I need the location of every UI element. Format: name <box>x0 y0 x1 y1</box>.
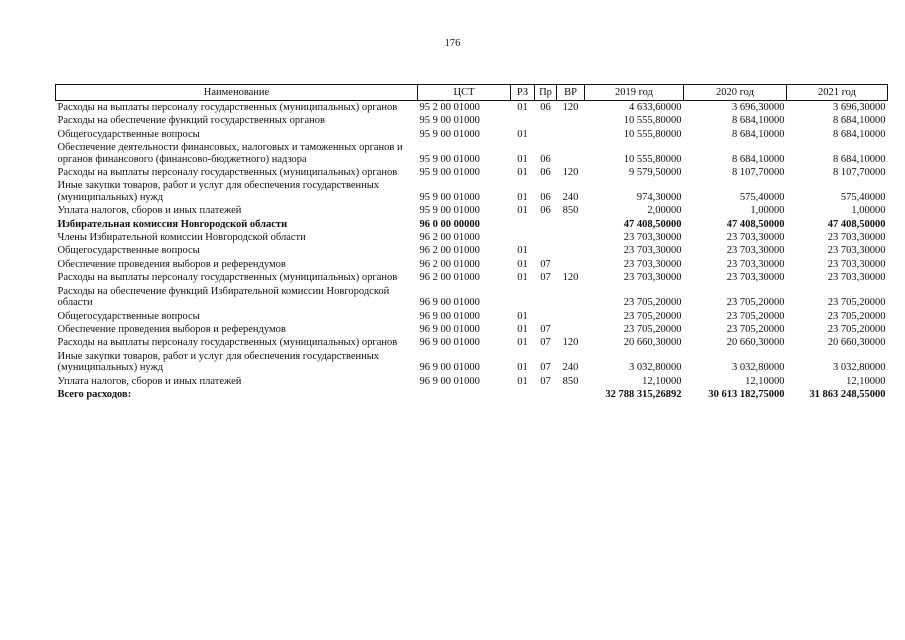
cell-name: Расходы на выплаты персоналу государственных (муниципальных) органов <box>57 167 398 179</box>
table-row <box>56 336 888 349</box>
cell-2021: 1,00000 <box>851 205 886 217</box>
cell-name: Уплата налогов, сборов и иных платежей <box>57 205 242 217</box>
cell-pr: 07 <box>540 258 551 270</box>
cell-cst: 95 9 00 01000 <box>419 191 480 203</box>
cell-rz: 01 <box>517 153 528 165</box>
cell-rz: 01 <box>517 272 528 284</box>
cell-pr: 07 <box>540 272 551 284</box>
cell-2021: 3 032,80000 <box>833 362 886 374</box>
cell-cst: 96 9 00 01000 <box>419 375 480 387</box>
cell-2019: 23 705,20000 <box>623 297 682 309</box>
cell-2021: 23 705,20000 <box>827 323 886 335</box>
cell-rz: 01 <box>517 323 528 335</box>
cell-2019: 10 555,80000 <box>623 153 682 165</box>
header-pr: Пр <box>535 85 557 101</box>
cell-pr <box>535 114 557 127</box>
table-row <box>56 166 888 179</box>
cell-vr: 120 <box>562 337 579 349</box>
cell-pr <box>535 244 557 257</box>
table-row <box>56 204 888 217</box>
cell-rz <box>511 114 535 127</box>
cell-pr <box>535 218 557 231</box>
cell-2020: 3 032,80000 <box>732 362 785 374</box>
cell-cst: 96 9 00 01000 <box>419 323 480 335</box>
cell-cst: 96 2 00 01000 <box>419 232 480 244</box>
cell-rz: 01 <box>517 102 528 113</box>
cell-rz: 01 <box>517 375 528 387</box>
cell-name: Расходы на выплаты персоналу государственных (муниципальных) органов <box>57 337 398 349</box>
cell-2020: 1,00000 <box>750 205 785 217</box>
cell-2019: 23 703,30000 <box>623 232 682 244</box>
page-number: 176 <box>444 38 461 49</box>
cell-vr <box>557 258 585 271</box>
cell-rz: 01 <box>517 310 528 322</box>
cell-2021: 23 703,30000 <box>827 272 886 284</box>
cell-2019: 23 705,20000 <box>623 323 682 335</box>
cell-vr <box>557 323 585 336</box>
cell-2021: 23 705,20000 <box>827 310 886 322</box>
cell-rz: 01 <box>517 128 528 140</box>
cell-2021: 12,10000 <box>846 375 886 387</box>
table-row <box>56 350 888 375</box>
cell-2021: 23 703,30000 <box>827 232 886 244</box>
cell-rz: 01 <box>517 245 528 257</box>
cell-pr <box>535 128 557 141</box>
cell-rz: 01 <box>517 167 528 179</box>
cell-2020: 8 107,70000 <box>732 167 785 179</box>
table-row <box>56 128 888 141</box>
cell-name: Общегосударственные вопросы <box>57 245 200 257</box>
cell-cst: 96 9 00 01000 <box>419 297 480 309</box>
cell-2019: 10 555,80000 <box>623 128 682 140</box>
cell-cst: 96 0 00 00000 <box>419 218 480 230</box>
table-row <box>56 179 888 204</box>
cell-name: Иные закупки товаров, работ и услуг для обеспечения государственных (муниципальных) нужд <box>57 180 380 203</box>
cell-vr <box>557 244 585 257</box>
cell-name: Обеспечение деятельности финансовых, налоговых и таможенных органов и органов финансового (финансово-бюджетного) надзора <box>57 142 403 165</box>
cell-2019: 23 703,30000 <box>623 245 682 257</box>
cell-name: Расходы на обеспечение функций Избирательной комиссии Новгородской области <box>57 285 390 309</box>
cell-2021: 47 408,50000 <box>827 218 886 230</box>
cell-2021: 575,40000 <box>840 191 886 203</box>
table-row <box>56 231 888 244</box>
table-row <box>56 101 888 115</box>
cell-2020: 8 684,10000 <box>732 128 785 140</box>
table-row <box>56 114 888 127</box>
cell-2019: 12,10000 <box>642 375 682 387</box>
cell-2021: 23 705,20000 <box>827 297 886 309</box>
cell-rz: 01 <box>517 337 528 349</box>
cell-2021: 23 703,30000 <box>827 245 886 257</box>
table-row <box>56 258 888 271</box>
cell-2020: 23 705,20000 <box>726 323 785 335</box>
cell-2019: 47 408,50000 <box>623 218 682 230</box>
header-2020: 2020 год <box>684 85 787 101</box>
cell-pr <box>535 231 557 244</box>
budget-table <box>55 84 888 401</box>
cell-vr <box>557 114 585 127</box>
cell-cst: 95 9 00 01000 <box>419 205 480 217</box>
table-row <box>56 388 888 401</box>
header-name: Наименование <box>56 85 418 101</box>
cell-vr <box>557 218 585 231</box>
cell-pr <box>535 388 557 401</box>
cell-2020: 23 703,30000 <box>726 258 785 270</box>
cell-pr: 07 <box>540 323 551 335</box>
cell-2020: 23 705,20000 <box>726 310 785 322</box>
cell-cst: 95 9 00 01000 <box>419 167 480 179</box>
cell-cst: 96 9 00 01000 <box>419 362 480 374</box>
cell-rz: 01 <box>517 258 528 270</box>
cell-cst: 96 9 00 01000 <box>419 310 480 322</box>
cell-2021: 8 684,10000 <box>833 153 886 165</box>
cell-2019: 23 703,30000 <box>623 272 682 284</box>
cell-name: Расходы на выплаты персоналу государственных (муниципальных) органов <box>57 272 398 284</box>
cell-vr: 850 <box>562 375 579 387</box>
cell-cst: 95 9 00 01000 <box>419 115 480 127</box>
cell-2019: 9 579,50000 <box>629 167 682 179</box>
table-row <box>56 244 888 257</box>
cell-pr: 06 <box>540 167 551 179</box>
cell-2021: 8 684,10000 <box>833 128 886 140</box>
cell-name: Всего расходов: <box>57 388 132 400</box>
cell-name: Члены Избирательной комиссии Новгородской области <box>57 232 306 244</box>
cell-2020: 3 696,30000 <box>732 102 785 113</box>
cell-pr: 07 <box>540 375 551 387</box>
cell-2019: 20 660,30000 <box>623 337 682 349</box>
cell-name: Иные закупки товаров, работ и услуг для обеспечения государственных (муниципальных) нужд <box>57 350 380 374</box>
header-2019: 2019 год <box>585 85 684 101</box>
cell-2020: 8 684,10000 <box>732 115 785 127</box>
cell-2019: 4 633,60000 <box>629 102 682 113</box>
cell-cst: 96 9 00 01000 <box>419 337 480 349</box>
cell-2019: 974,30000 <box>636 191 682 203</box>
cell-2019: 32 788 315,26892 <box>605 388 682 400</box>
cell-vr <box>557 128 585 141</box>
table-row <box>56 141 888 166</box>
cell-cst: 96 2 00 01000 <box>419 272 480 284</box>
cell-name: Обеспечение проведения выборов и референдумов <box>57 258 286 270</box>
table-row <box>56 271 888 284</box>
table-body <box>56 101 888 402</box>
cell-2019: 2,00000 <box>647 205 682 217</box>
cell-pr: 06 <box>540 205 551 217</box>
cell-2019: 23 703,30000 <box>623 258 682 270</box>
cell-2020: 23 703,30000 <box>726 272 785 284</box>
cell-vr <box>557 310 585 323</box>
cell-2021: 20 660,30000 <box>827 337 886 349</box>
cell-2020: 575,40000 <box>739 191 785 203</box>
cell-rz: 01 <box>517 362 528 374</box>
cell-2021: 23 703,30000 <box>827 258 886 270</box>
cell-name: Уплата налогов, сборов и иных платежей <box>57 375 242 387</box>
cell-2019: 23 705,20000 <box>623 310 682 322</box>
cell-2020: 23 703,30000 <box>726 245 785 257</box>
cell-pr: 06 <box>540 153 551 165</box>
cell-vr <box>557 388 585 401</box>
header-vr: ВР <box>557 85 585 101</box>
table-row <box>56 218 888 231</box>
cell-name: Расходы на выплаты персоналу государственных (муниципальных) органов <box>57 102 398 113</box>
cell-cst: 95 2 00 01000 <box>419 102 480 113</box>
cell-vr <box>557 141 585 166</box>
cell-rz <box>511 218 535 231</box>
cell-vr: 240 <box>562 362 579 374</box>
header-cst: ЦСТ <box>418 85 511 101</box>
cell-2021: 31 863 248,55000 <box>809 388 886 400</box>
cell-pr: 06 <box>540 191 551 203</box>
cell-name: Расходы на обеспечение функций государственных органов <box>57 115 325 127</box>
cell-pr: 06 <box>540 102 551 113</box>
cell-name: Обеспечение проведения выборов и референдумов <box>57 323 286 335</box>
table-row <box>56 323 888 336</box>
cell-rz <box>511 231 535 244</box>
cell-name: Избирательная комиссия Новгородской области <box>57 218 288 230</box>
cell-cst: 96 2 00 01000 <box>419 245 480 257</box>
header-2021: 2021 год <box>787 85 888 101</box>
cell-name: Общегосударственные вопросы <box>57 310 200 322</box>
cell-2020: 20 660,30000 <box>726 337 785 349</box>
cell-vr: 120 <box>562 272 579 284</box>
cell-2020: 47 408,50000 <box>726 218 785 230</box>
cell-cst: 95 9 00 01000 <box>419 128 480 140</box>
cell-vr <box>557 285 585 310</box>
cell-cst: 96 2 00 01000 <box>419 258 480 270</box>
cell-2020: 23 705,20000 <box>726 297 785 309</box>
cell-vr: 240 <box>562 191 579 203</box>
table-header-row <box>56 85 888 101</box>
cell-rz: 01 <box>517 205 528 217</box>
cell-2019: 10 555,80000 <box>623 115 682 127</box>
cell-2020: 8 684,10000 <box>732 153 785 165</box>
cell-2020: 23 703,30000 <box>726 232 785 244</box>
cell-cst <box>418 388 511 401</box>
cell-name: Общегосударственные вопросы <box>57 128 200 140</box>
cell-pr: 07 <box>540 362 551 374</box>
table-row <box>56 375 888 388</box>
cell-vr <box>557 231 585 244</box>
cell-2021: 8 684,10000 <box>833 115 886 127</box>
cell-pr <box>535 310 557 323</box>
cell-rz: 01 <box>517 191 528 203</box>
cell-2019: 3 032,80000 <box>629 362 682 374</box>
table-row <box>56 285 888 310</box>
cell-vr: 120 <box>562 167 579 179</box>
cell-vr: 850 <box>562 205 579 217</box>
cell-cst: 95 9 00 01000 <box>419 153 480 165</box>
cell-2020: 12,10000 <box>745 375 785 387</box>
cell-2021: 8 107,70000 <box>833 167 886 179</box>
cell-vr: 120 <box>562 102 579 113</box>
table-row <box>56 310 888 323</box>
cell-pr: 07 <box>540 337 551 349</box>
cell-pr <box>535 285 557 310</box>
cell-rz <box>511 388 535 401</box>
header-rz: РЗ <box>511 85 535 101</box>
cell-rz <box>511 285 535 310</box>
cell-2020: 30 613 182,75000 <box>708 388 785 400</box>
cell-2021: 3 696,30000 <box>833 102 886 113</box>
